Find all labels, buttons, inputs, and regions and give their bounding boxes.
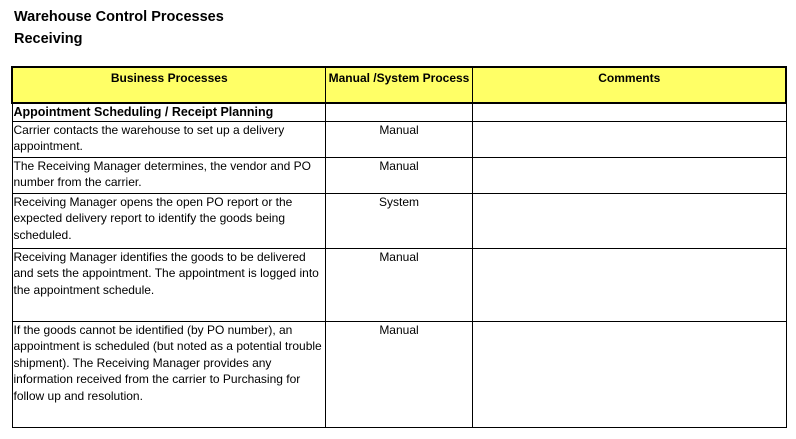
- table-row: [12, 321, 786, 427]
- section-label: Appointment Scheduling / Receipt Planning: [12, 103, 325, 121]
- header-manual-system: Manual /System Process: [325, 67, 472, 103]
- document-subtitle: Receiving: [14, 31, 83, 47]
- type-cell: Manual: [325, 157, 472, 193]
- header-comments: Comments: [472, 67, 786, 103]
- process-cell: The Receiving Manager determines, the vendor and PO number from the carrier.: [12, 157, 325, 193]
- table-row: [12, 248, 786, 321]
- section-comments-cell: [472, 103, 786, 121]
- type-cell: Manual: [325, 248, 472, 321]
- table-row: [12, 157, 786, 193]
- type-cell: Manual: [325, 321, 472, 427]
- comments-cell: [472, 157, 786, 193]
- process-cell: Receiving Manager opens the open PO report or the expected delivery report to identify the goods being scheduled.: [12, 193, 325, 248]
- section-row: [12, 103, 786, 121]
- process-cell: Receiving Manager identifies the goods to be delivered and sets the appointment. The appointment is logged into the appointment schedule.: [12, 248, 325, 321]
- comments-cell: [472, 321, 786, 427]
- process-cell: Carrier contacts the warehouse to set up a delivery appointment.: [12, 121, 325, 157]
- process-table: [11, 66, 787, 428]
- header-row: [12, 67, 786, 103]
- header-business-processes: Business Processes: [12, 67, 325, 103]
- section-type-cell: [325, 103, 472, 121]
- table-row: [12, 121, 786, 157]
- document-title: Warehouse Control Processes: [14, 9, 224, 25]
- type-cell: Manual: [325, 121, 472, 157]
- process-cell: If the goods cannot be identified (by PO number), an appointment is scheduled (but noted as a potential trouble shipment). The Receiving Manager provides any information received from the carrier to Purchasing for follow up and resolution.: [12, 321, 325, 427]
- comments-cell: [472, 121, 786, 157]
- type-cell: System: [325, 193, 472, 248]
- comments-cell: [472, 248, 786, 321]
- comments-cell: [472, 193, 786, 248]
- table-row: [12, 193, 786, 248]
